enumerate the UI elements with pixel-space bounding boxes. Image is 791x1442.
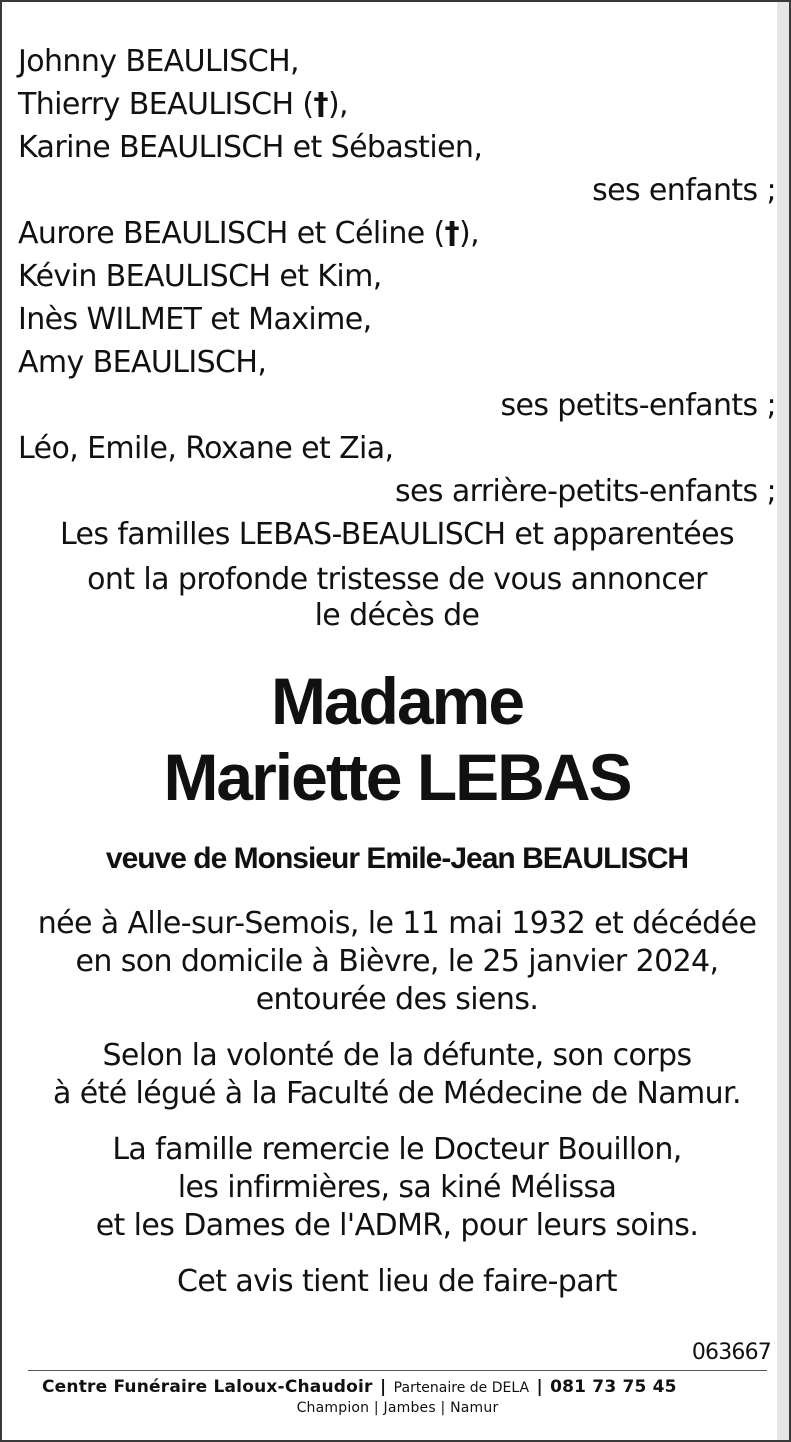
company-name: Centre Funéraire Laloux-Chaudoir [42,1377,373,1397]
children-label: ses enfants ; [592,173,776,208]
grandchild-name: Kévin BEAULISCH et Kim, [18,259,382,294]
widow-of: veuve de Monsieur Emile-Jean BEAULISCH [105,842,689,875]
cross-icon: † [444,216,460,251]
announcement-line: ont la profonde tristesse de vous annoncer [87,562,707,597]
page-edge-shade [777,2,789,1440]
grandchild-name: Amy BEAULISCH, [18,345,267,380]
grandchild-name: Aurore BEAULISCH et Céline (†), [18,216,480,251]
child-name: Karine BEAULISCH et Sébastien, [18,130,483,165]
location: Champion [296,1400,370,1416]
deceased-name: Mariette LEBAS [163,740,631,814]
great-grandchildren-label: ses arrière-petits-enfants ; [394,474,776,509]
thanks-paragraph: La famille remercie le Docteur Bouillon, les infirmières, sa kiné Mélissa et les Dames de l'ADMR, pour leurs soins. [95,1132,699,1243]
announcement-line: le décès de [314,598,480,633]
footer-divider [28,1370,767,1371]
reference-number: 063667 [691,1340,771,1365]
grandchild-name: Inès WILMET et Maxime, [18,302,372,337]
grandchildren-label: ses petits-enfants ; [500,388,776,423]
partner-text: Partenaire de DELA [393,1380,530,1396]
footer-bar [42,1377,762,1397]
cross-icon: † [313,87,328,122]
great-grandchildren: Léo, Emile, Roxane et Zia, [18,431,394,466]
footer-separator: | [373,1400,379,1416]
footer-separator: | [440,1400,446,1416]
location: Jambes [383,1400,436,1416]
location: Namur [450,1400,499,1416]
child-name: Thierry BEAULISCH (†), [18,87,348,122]
families-line: Les familles LEBAS-BEAULISCH et apparentées [59,517,735,552]
phone-number: 081 73 75 45 [550,1377,677,1397]
will-paragraph: Selon la volonté de la défunte, son corps à été légué à la Faculté de Médecine de Namur. [53,1038,741,1111]
notice-line: Cet avis tient lieu de faire-part [177,1264,617,1299]
footer-locations [2,1400,791,1416]
notice-content [18,40,776,1301]
footer-separator: | [536,1377,543,1397]
deceased-title: Madame [270,664,524,738]
child-name: Johnny BEAULISCH, [18,44,299,79]
birth-death-paragraph: née à Alle-sur-Semois, le 11 mai 1932 et décédée en son domicile à Bièvre, le 25 janvier 2024, entourée des siens. [37,906,757,1017]
footer-separator: | [380,1377,387,1397]
